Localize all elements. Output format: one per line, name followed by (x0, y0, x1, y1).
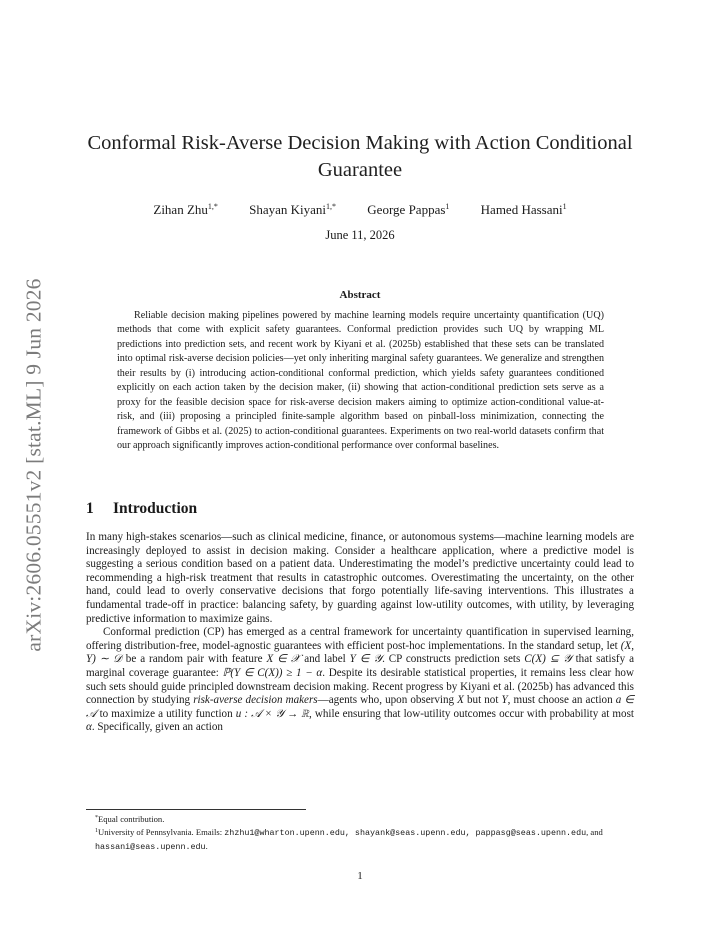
page-number: 1 (357, 870, 363, 882)
paper-title: Conformal Risk-Averse Decision Making with Action Conditional Guarantee (87, 132, 633, 181)
author: Shayan Kiyani$^{1,*}$ (249, 202, 337, 217)
publication-date: June 11, 2026 (325, 228, 395, 242)
author: George Pappas$^1$ (367, 202, 450, 217)
author: Zihan Zhu$^{1,*}$ (153, 202, 218, 217)
email-link[interactable]: hassani@seas.upenn.edu (95, 841, 206, 852)
paragraph: Conformal prediction (CP) has emerged as a central framework for uncertainty quantification in supervised learning, offering distribution-free, model-agnostic guarantees with efficient post-hoc implementations. In the standard setup, let (X, Y) ∼ 𝒟 be a random pair with feature X ∈ 𝒳 and label Y ∈ 𝒴. CP constructs prediction sets C(X) ⊆ 𝒴 that satisfy a marginal coverage guarantee: ℙ(Y ∈ C(X)) ≥ 1 − α. Despite its desirable statistical properties, it remains less clear how such sets should guide principled downstream decision making. Recent progress by Kiyani et al. (2025b) has advanced this connection by studying risk-averse decision makers—agents who, upon observing X but not Y, must choose an action a ∈ 𝒜 to maximize a utility function u : 𝒜 × 𝒴 → ℝ, while ensuring that low-utility outcomes occur with probability at most α. Specifically, given an action (86, 626, 634, 734)
footnotes (86, 812, 638, 853)
paragraph: In many high-stakes scenarios—such as clinical medicine, finance, or autonomous systems—machine learning models are increasingly deployed to assist in decision making. Consider a healthcare application, where a predictive model is suggesting a serious condition based on a patient data. Underestimating the model’s predictive uncertainty could lead to recommending a high-risk treatment that results in catastrophic outcomes. Overestimating the uncertainty, on the other hand, could lead to overly conservative decisions that forgo potentially life-saving interventions. This illustrates a fundamental trade-off in practice: balancing safety, by guarding against low-utility outcomes, with utility, by leveraging predictive information to maximize gains. (86, 531, 634, 625)
email-link[interactable]: zhzhu1@wharton.upenn.edu, shayank@seas.upenn.edu, pappasg@seas.upenn.edu (224, 828, 587, 839)
author: Hamed Hassani$^1$ (480, 202, 567, 217)
abstract-text: Reliable decision making pipelines powered by machine learning models require uncertainty quantification (UQ) methods that come with explicit safety guarantees. Conformal prediction provides such UQ by wrapping ML predictions into prediction sets, and recent work by Kiyani et al. (2025b) established that these sets can be translated into optimal risk-averse decision policies—yet only inheriting marginal safety guarantees. We generalize and strengthen their results by (i) introducing action-conditional conformal prediction, which yields safety guarantees conditioned explicitly on each action taken by the decision maker, (ii) showing that action-conditional prediction sets serve as a proxy for the feasible decision space for risk-averse decision makers aiming to optimize action-conditional value-at-risk, and (iii) proposing a principled finite-sample algorithm based on pinball-loss minimization, connecting the framework of Gibbs et al. (2025) to action-conditional guarantees. Experiments on two real-world datasets confirm that our approach significantly improves action-conditional performance over conformal baselines. (117, 310, 604, 452)
section-title: Introduction (113, 500, 198, 517)
arxiv-identifier (22, 258, 46, 673)
arxiv-identifier-text: arXiv:2606.05551v2 [stat.ML] 9 Jun 2026 (21, 278, 46, 652)
body-text (86, 531, 634, 735)
section-number: 1 (86, 500, 94, 517)
footnote-divider (86, 809, 306, 810)
section-heading (86, 500, 634, 518)
footnote: $^1$University of Pennsylvania. Emails: zhzhu1@wharton.upenn.edu, shayank@seas.upenn.edu, pappasg@seas.upenn.edu, and hassani@seas.upenn.edu. (95, 827, 603, 852)
author-list (80, 199, 640, 218)
footnote: *Equal contribution. (95, 814, 165, 824)
abstract-heading: Abstract (339, 289, 381, 301)
